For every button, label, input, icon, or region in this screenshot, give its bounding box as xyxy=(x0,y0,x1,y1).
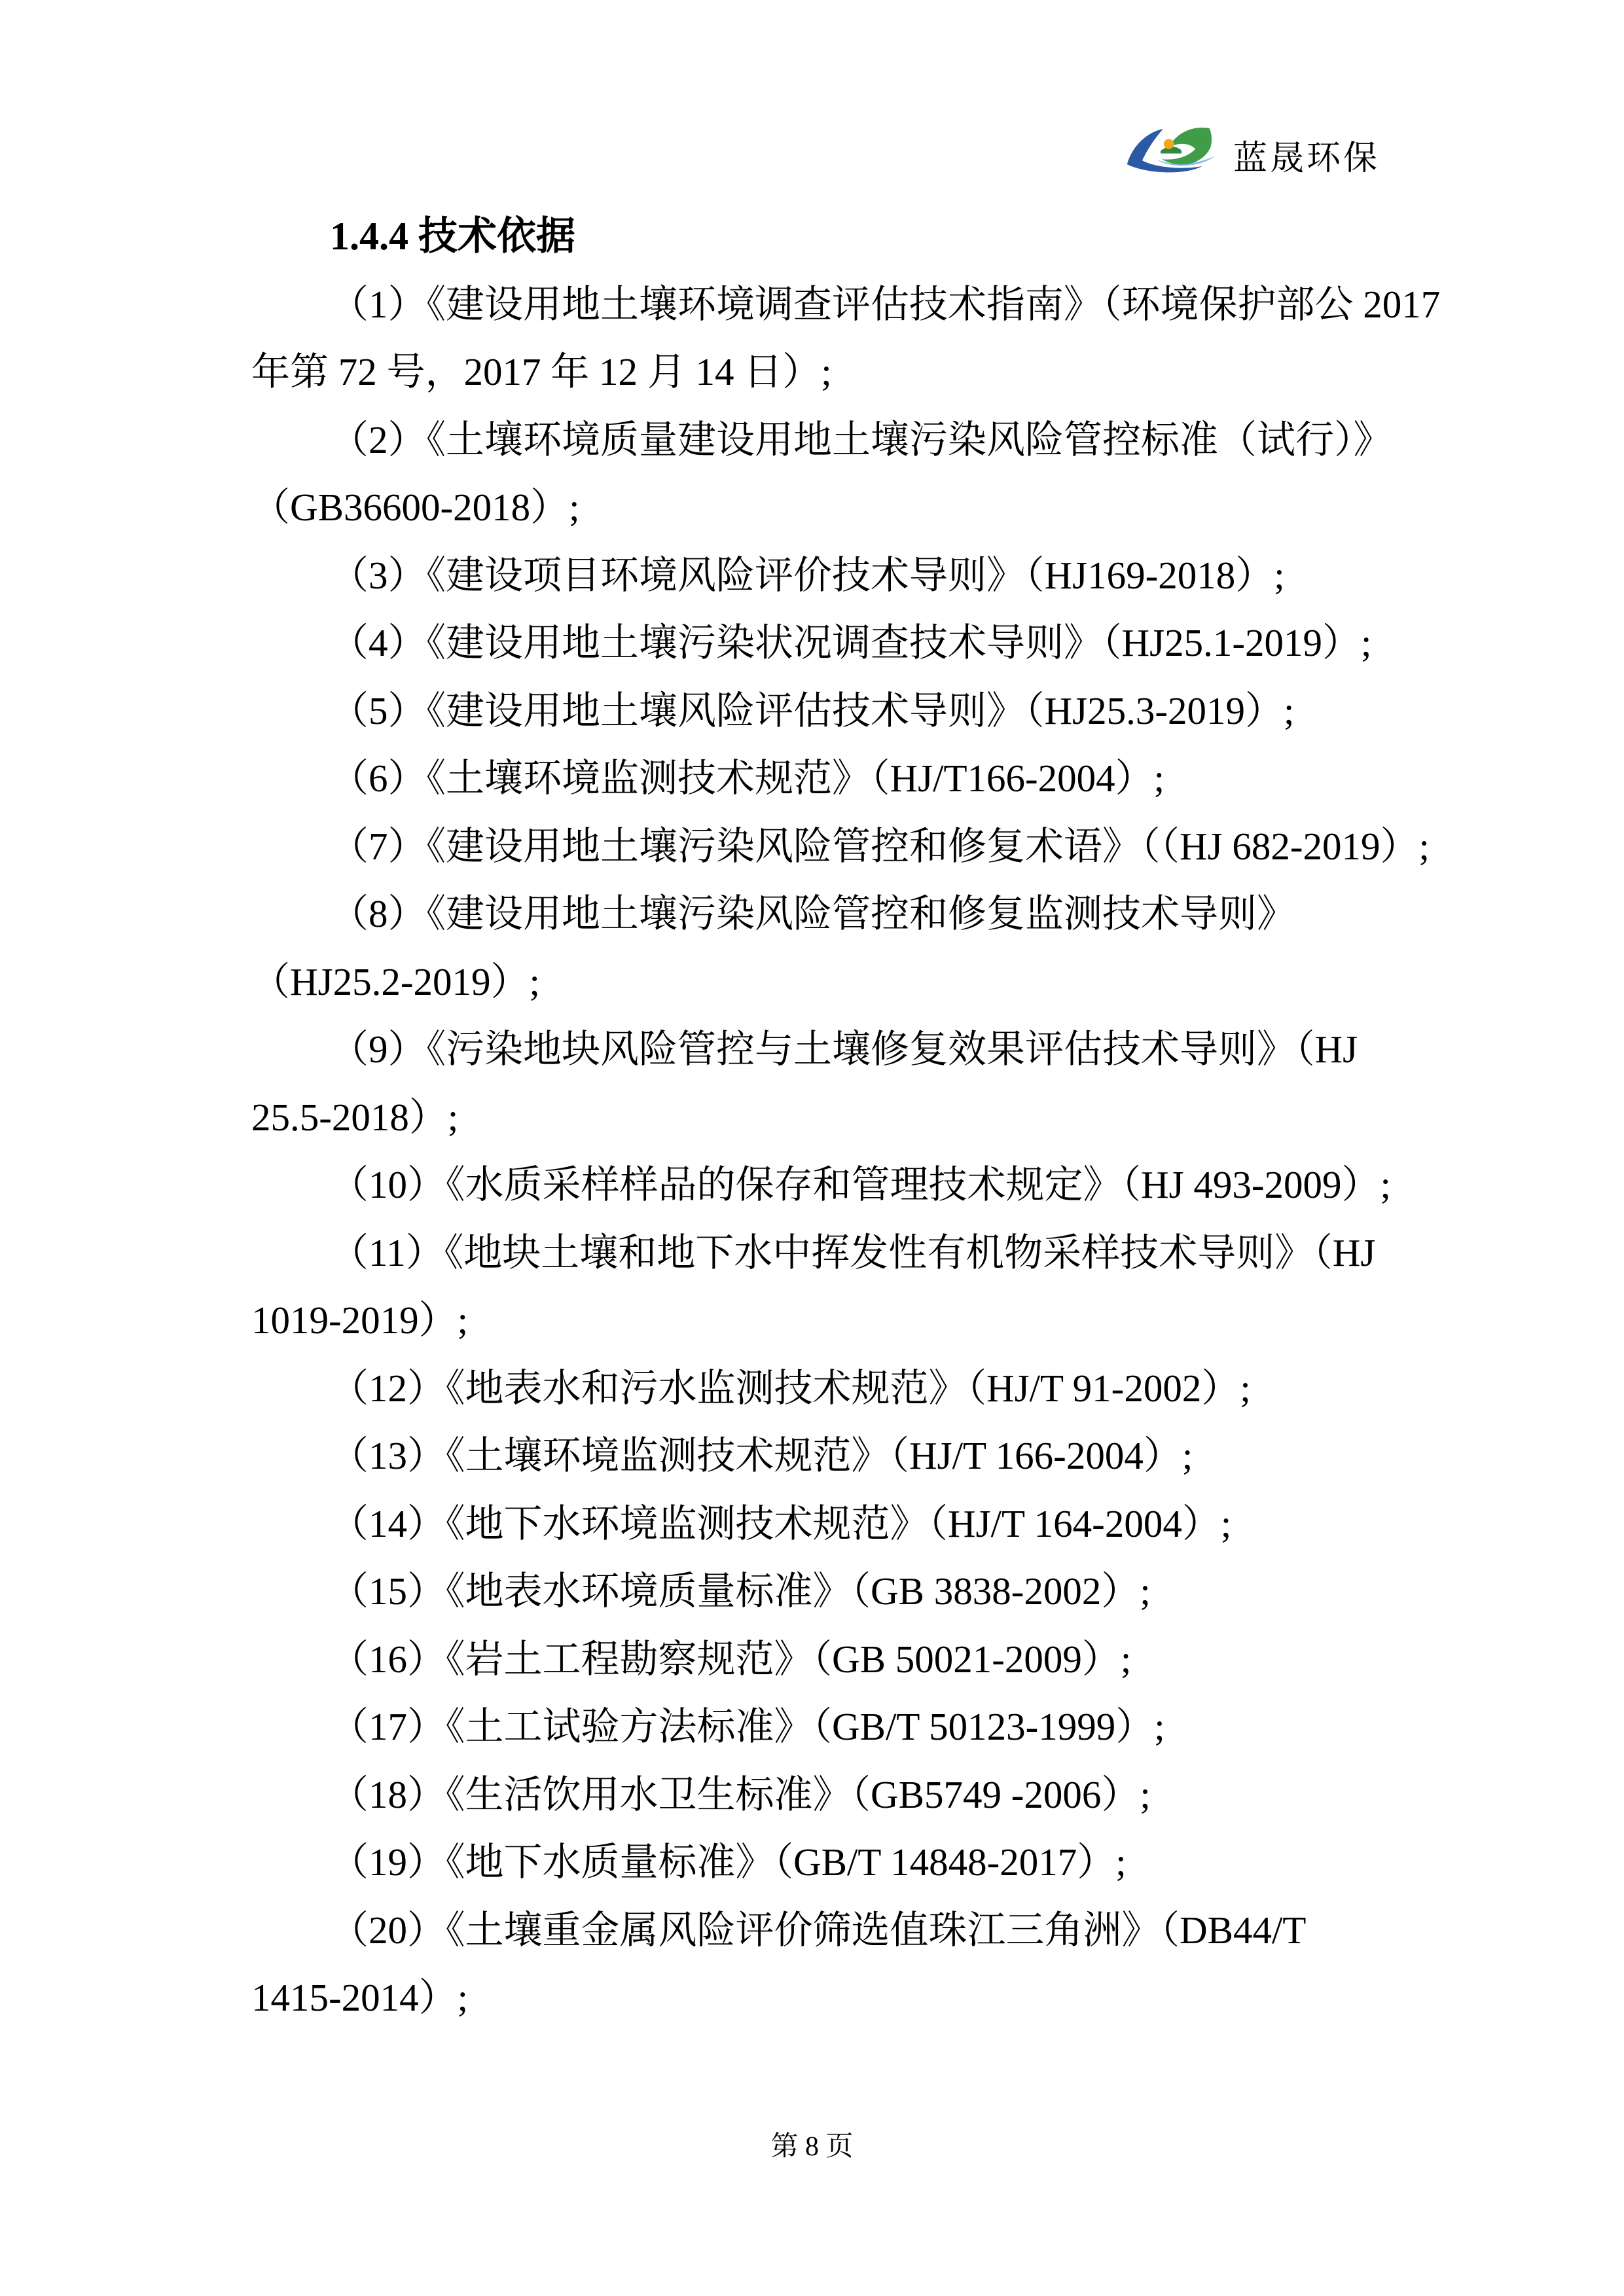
company-logo xyxy=(1123,123,1380,186)
body-line-item14: （14）《地下水环境监测技术规范》（HJ/T 164-2004）; xyxy=(330,1501,1232,1545)
body-line-item10: （10）《水质采样样品的保存和管理技术规定》（HJ 493-2009）; xyxy=(330,1163,1391,1206)
body-line-item2-l1: （2）《土壤环境质量建设用地土壤污染风险管控标准（试行）》 xyxy=(330,418,1392,461)
company-logo-text: 蓝晟环保 xyxy=(1233,139,1380,177)
body-line-item7: （7）《建设用地土壤污染风险管控和修复术语》（（HJ 682-2019）; xyxy=(330,824,1430,868)
body-line-item11-l2: 1019-2019）; xyxy=(251,1299,469,1342)
body-line-item8-l2: （HJ25.2-2019）; xyxy=(251,960,540,1003)
body-line-item6: （6）《土壤环境监测技术规范》（HJ/T166-2004）; xyxy=(330,757,1165,800)
body-line-item5: （5）《建设用地土壤风险评估技术导则》（HJ25.3-2019）; xyxy=(330,689,1295,732)
body-line-item16: （16）《岩土工程勘察规范》（GB 50021-2009）; xyxy=(330,1637,1132,1681)
body-line-item17: （17）《土工试验方法标准》（GB/T 50123-1999）; xyxy=(330,1705,1165,1748)
body-line-item18: （18）《生活饮用水卫生标准》（GB5749 -2006）; xyxy=(330,1772,1151,1816)
body-line-item20-l1: （20）《土壤重金属风险评价筛选值珠江三角洲》（DB44/T xyxy=(330,1908,1307,1952)
document-body xyxy=(251,203,1441,2032)
body-line-item2-l2: （GB36600-2018）; xyxy=(251,486,580,529)
body-line-item1-l2: 年第 72 号，2017 年 12 月 14 日）; xyxy=(251,350,832,393)
body-line-item13: （13）《土壤环境监测技术规范》（HJ/T 166-2004）; xyxy=(330,1434,1193,1477)
body-line-item15: （15）《地表水环境质量标准》（GB 3838-2002）; xyxy=(330,1570,1151,1613)
body-line-item9-l1: （9）《污染地块风险管控与土壤修复效果评估技术导则》（HJ xyxy=(330,1028,1358,1071)
company-logo-icon xyxy=(1123,124,1218,185)
body-line-item9-l2: 25.5-2018）; xyxy=(251,1095,459,1139)
body-line-item8-l1: （8）《建设用地土壤污染风险管控和修复监测技术导则》 xyxy=(330,892,1296,935)
body-line-item20-l2: 1415-2014）; xyxy=(251,1976,469,2019)
page-footer xyxy=(0,2125,1624,2164)
body-line-item19: （19）《地下水质量标准》（GB/T 14848-2017）; xyxy=(330,1840,1127,1884)
body-line-item1-l1: （1）《建设用地土壤环境调查评估技术指南》（环境保护部公 2017 xyxy=(330,282,1441,326)
page-number: 第 8 页 xyxy=(770,2132,854,2162)
body-line-item3: （3）《建设项目环境风险评价技术导则》（HJ169-2018）; xyxy=(330,553,1285,597)
body-line-item4: （4）《建设用地土壤污染状况调查技术导则》（HJ25.1-2019）; xyxy=(330,621,1372,664)
logo-sun xyxy=(1164,139,1174,149)
body-line-item12: （12）《地表水和污水监测技术规范》（HJ/T 91-2002）; xyxy=(330,1366,1251,1410)
section-heading: 1.4.4 技术依据 xyxy=(330,215,575,258)
body-line-item11-l1: （11）《地块土壤和地下水中挥发性有机物采样技术导则》（HJ xyxy=(330,1230,1376,1274)
